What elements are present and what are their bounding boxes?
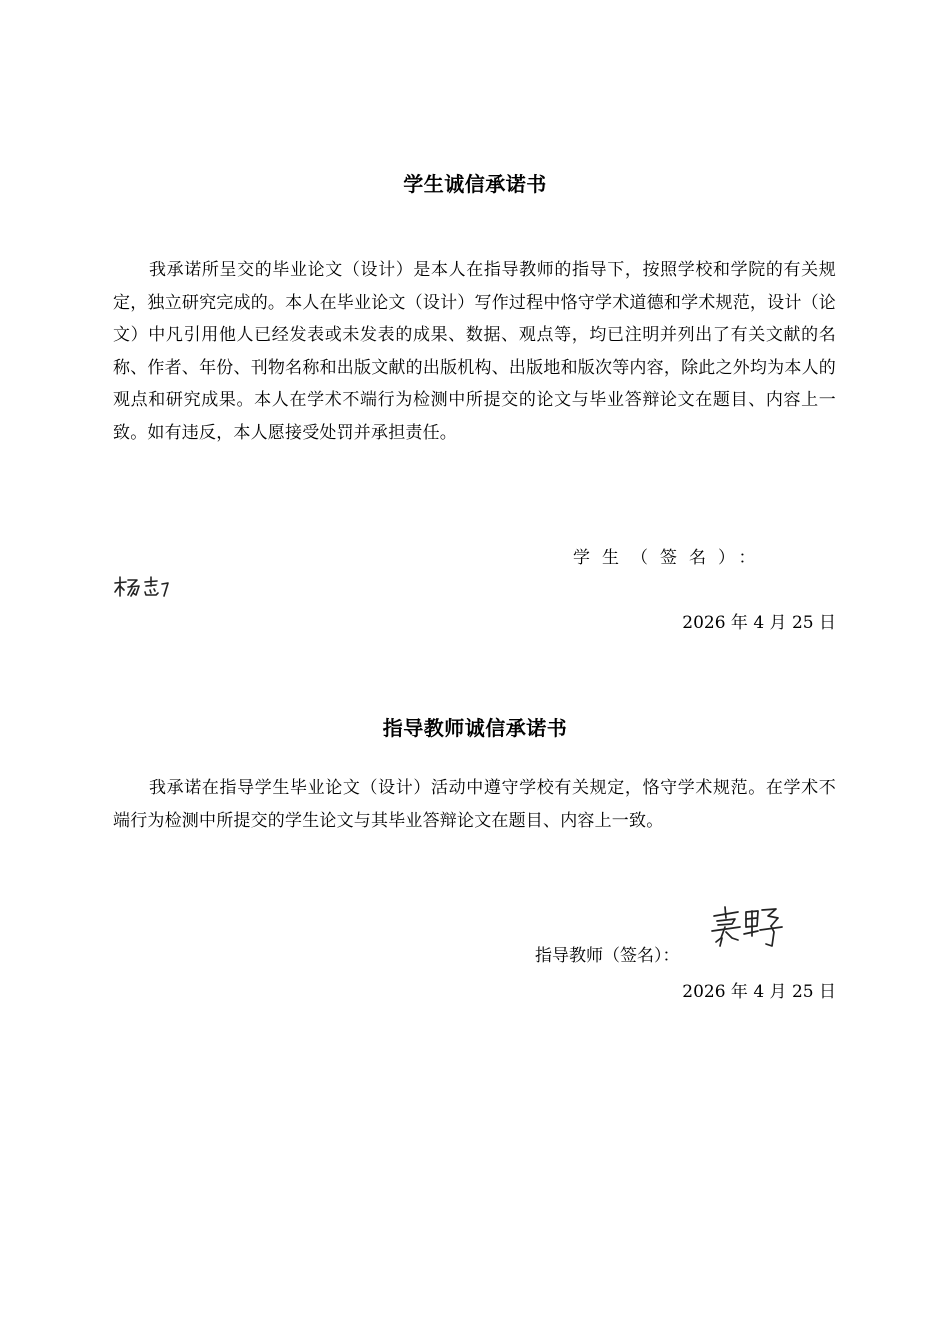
teacher-pledge-date: 2026 年 4 月 25 日 (682, 982, 836, 1002)
student-handwritten-signature (112, 574, 174, 600)
teacher-signature-label: 指导教师（签名）： (535, 946, 680, 966)
student-pledge-paragraph: 我承诺所呈交的毕业论文（设计）是本人在指导教师的指导下，按照学校和学院的有关规定，独立研究完成的。本人在毕业论文（设计）写作过程中恪守学术道德和学术规范，设计（论文）中凡引用他人已经发表或未发表的成果、数据、观点等，均已注明并列出了有关文献的名称、作者、年份、刊物名称和出版文献的出版机构、出版地和版次等内容，除此之外均为本人的观点和研究成果。本人在学术不端行为检测中所提交的论文与毕业答辩论文在题目、内容上一致。如有违反，本人愿接受处罚并承担责任。 (113, 260, 836, 443)
student-pledge-date: 2026 年 4 月 25 日 (682, 613, 836, 633)
teacher-pledge-title: 指导教师诚信承诺书 (382, 716, 568, 740)
student-pledge-title: 学生诚信承诺书 (403, 172, 547, 196)
student-signature-label: 学生（签名）： (573, 548, 768, 568)
teacher-handwritten-signature (708, 902, 788, 954)
teacher-pledge-paragraph: 我承诺在指导学生毕业论文（设计）活动中遵守学校有关规定，恪守学术规范。在学术不端行为检测中所提交的学生论文与其毕业答辩论文在题目、内容上一致。 (113, 778, 836, 831)
